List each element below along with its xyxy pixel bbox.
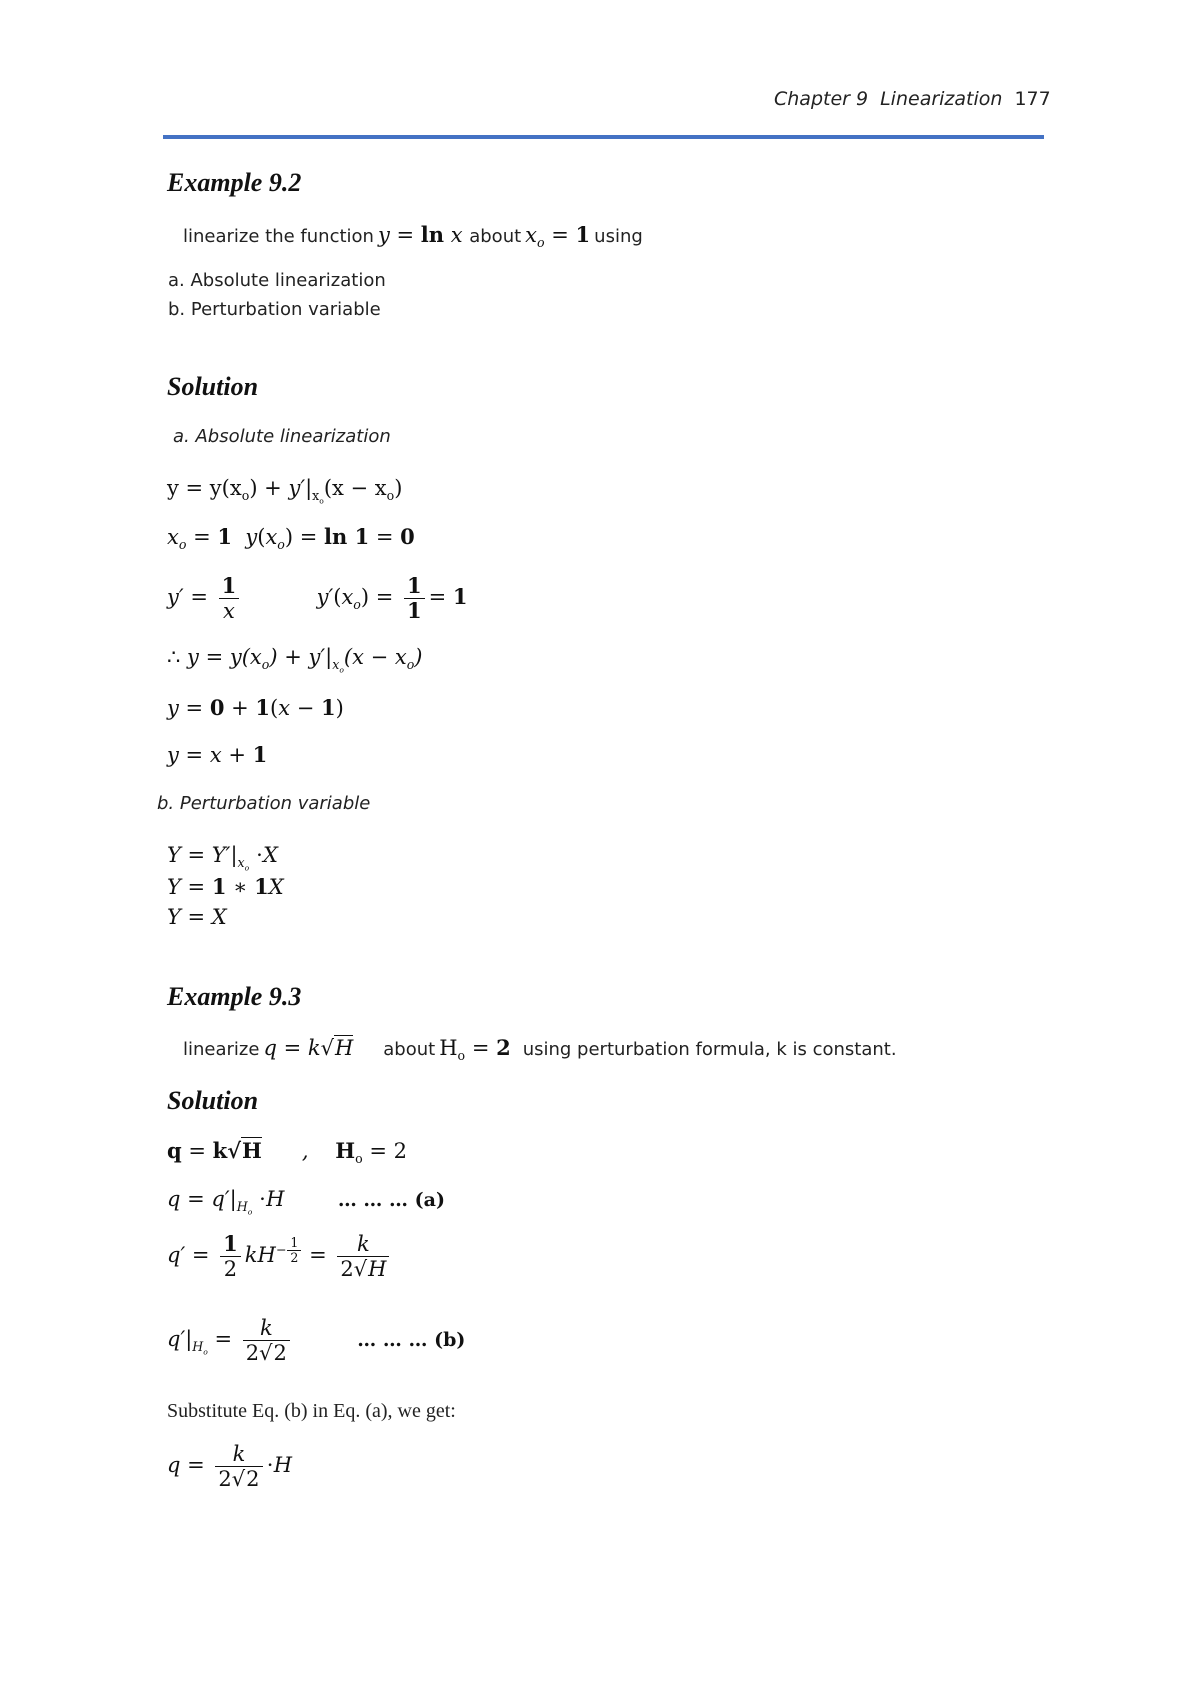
example-9-2-prompt: linearize the function y = ln x about $x_o = 1$ using — [183, 222, 643, 251]
running-header — [774, 88, 1051, 110]
equation-result-a: y = x + 1 — [167, 742, 268, 767]
example-9-3-prompt: linearize q = k√H about $H_o = 2$ using perturbation formula, k is constant. — [183, 1035, 897, 1064]
example-9-2-title: Example 9.2 — [167, 168, 302, 197]
list-item-b: b. Perturbation variable — [168, 299, 381, 320]
solution-title: Solution — [167, 372, 259, 401]
prompt-equation-q: q = k√H — [263, 1036, 354, 1060]
equation-perturbation: $Y = Y'|_{x_o} \cdot X$ — [167, 843, 279, 873]
equation-therefore: ∴ $y = y(x_o) + y'|_{x_o}(x - x_o)$ — [167, 645, 423, 675]
equation-given: q = k√H , $H_o = 2$ — [167, 1138, 408, 1167]
equation-general: $y = y(x_o) + y'|_{x_o}(x - x_o)$ — [167, 476, 403, 506]
prompt-equation: y = ln x — [377, 222, 470, 247]
list-item-a: a. Absolute linearization — [168, 270, 386, 291]
example-9-3-title: Example 9.3 — [167, 982, 302, 1011]
header-chapter: Chapter 9 — [774, 88, 869, 110]
part-a-title: a. Absolute linearization — [173, 426, 391, 447]
equation-operating-point: $x_o = 1$ $y(x_o) = \ln 1 = 0$ — [167, 524, 415, 553]
equation-final: q = $\frac{k}{2√2}$ ⋅H — [167, 1442, 293, 1492]
substitute-text: Substitute Eq. (b) in Eq. (a), we get: — [167, 1400, 456, 1422]
equation-derivative: y′ = $\frac{1}{x}$ $y'(x_o)$ = $\frac{1}{1}$ = 1 — [167, 573, 468, 624]
equation-q-perturb: $q = q'|_{H_o} \cdot H$ … … … (a) — [167, 1187, 445, 1217]
equation-result-b: Y = X — [167, 905, 227, 929]
prompt-point-h: $H_o = 2$ — [439, 1035, 511, 1064]
equation-q-at-point: $q'|_{H_o}$ = $\frac{k}{2√2}$ … … … (b) — [167, 1316, 466, 1366]
equation-perturbation-2: Y = 1 ∗ 1X — [167, 874, 284, 899]
equation-substituted: y = 0 + 1(x − 1) — [167, 695, 344, 720]
part-b-title: b. Perturbation variable — [157, 793, 371, 814]
page-number: 177 — [1014, 88, 1051, 110]
header-rule — [163, 135, 1044, 139]
solution-title-2: Solution — [167, 1086, 259, 1115]
prompt-point: $x_o = 1$ — [525, 222, 591, 251]
header-topic: Linearization — [880, 88, 1003, 110]
equation-q-derivative: q′ = $\frac{1}{2}$ $kH^{- \frac{1}{2}}$ = $\frac{k}{2√H}$ — [167, 1232, 393, 1281]
